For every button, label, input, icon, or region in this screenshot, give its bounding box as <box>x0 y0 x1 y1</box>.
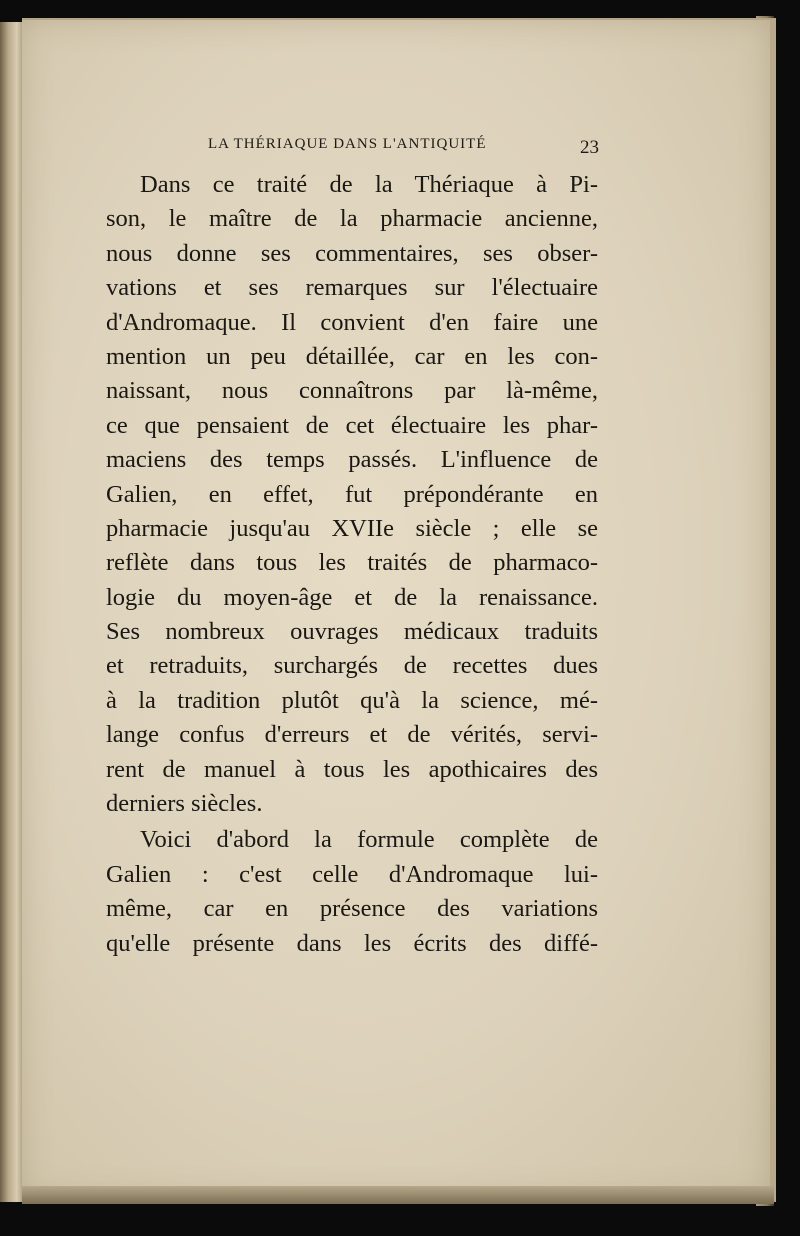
text-line: naissant, nous connaîtrons par là-même, <box>106 377 598 405</box>
text-line: derniers siècles. <box>106 790 263 818</box>
text-line: maciens des temps passés. L'influence de <box>106 446 598 474</box>
text-line: rent de manuel à tous les apothicaires des <box>106 755 598 783</box>
text-line: vations et ses remarques sur l'électuaire <box>106 274 598 302</box>
text-line: ce que pensaient de cet électuaire les phar- <box>106 411 598 439</box>
page-number: 23 <box>580 137 599 158</box>
text-line: Ses nombreux ouvrages médicaux traduits <box>106 618 598 646</box>
text-line: même, car en présence des variations <box>106 895 598 923</box>
text-line: lange confus d'erreurs et de vérités, servi- <box>106 721 598 749</box>
page-bottom-edge <box>22 1186 774 1204</box>
text-line: Dans ce traité de la Thériaque à Pi- <box>140 171 598 198</box>
text-line: à la tradition plutôt qu'à la science, mé- <box>106 686 598 714</box>
text-line: et retraduits, surchargés de recettes dues <box>106 652 598 680</box>
text-line: Voici d'abord la formule complète de <box>140 826 598 854</box>
text-line: Galien, en effet, fut prépondérante en <box>106 480 598 508</box>
text-line: qu'elle présente dans les écrits des diffé- <box>106 929 598 957</box>
text-line: mention un peu détaillée, car en les con- <box>106 342 598 370</box>
text-line: d'Andromaque. Il convient d'en faire une <box>106 308 598 336</box>
text-line: logie du moyen-âge et de la renaissance. <box>106 583 598 611</box>
body-text <box>106 168 598 961</box>
text-line: Galien : c'est celle d'Andromaque lui- <box>106 860 598 888</box>
text-line: pharmacie jusqu'au XVIIe siècle ; elle se <box>106 514 598 542</box>
text-line: son, le maître de la pharmacie ancienne, <box>106 205 598 233</box>
text-line: nous donne ses commentaires, ses obser- <box>106 239 598 267</box>
text-line: reflète dans tous les traités de pharmaco- <box>106 549 598 577</box>
running-head: LA THÉRIAQUE DANS L'ANTIQUITÉ <box>208 136 487 152</box>
